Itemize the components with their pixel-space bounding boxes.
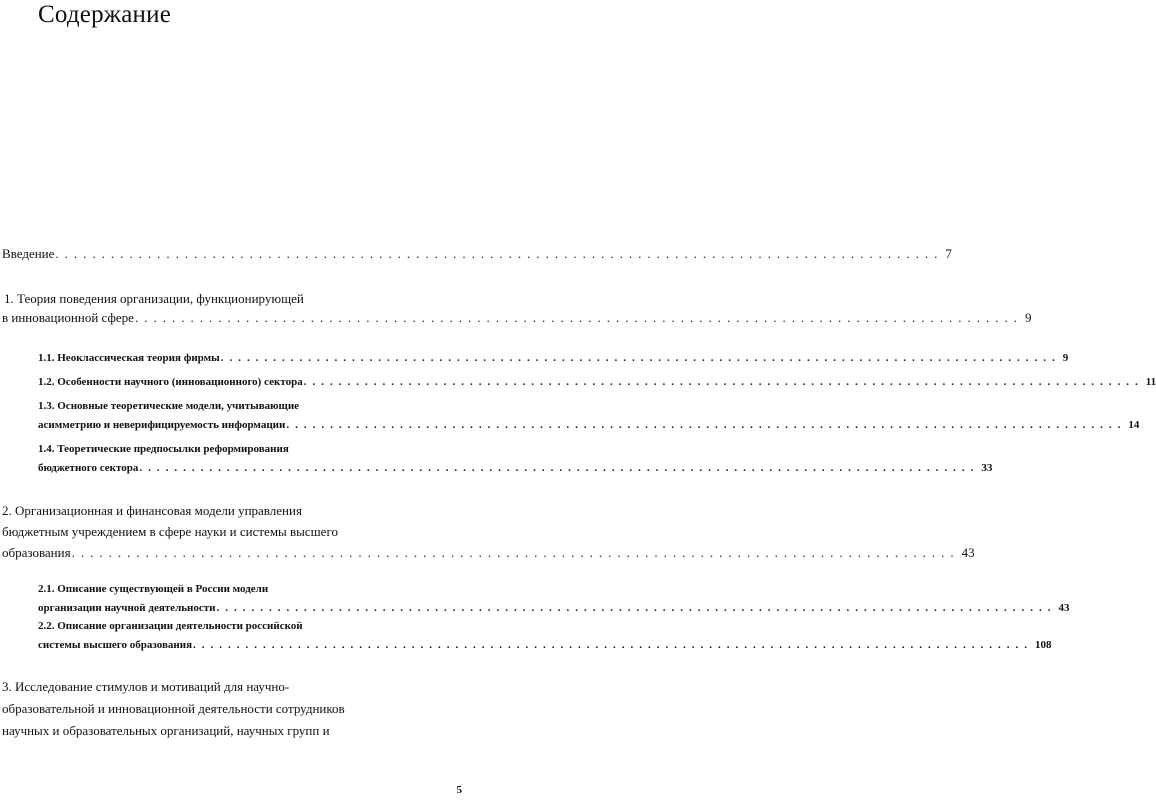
toc-entry-1-2 bbox=[38, 373, 1156, 392]
toc-entry-text: 1.2. Особенности научного (инновационного) сектора bbox=[38, 376, 303, 388]
toc-entry-page: 11 bbox=[1145, 376, 1156, 388]
toc-leader-dots: ................................................................................................ bbox=[286, 419, 1127, 431]
page-number: 5 bbox=[456, 784, 462, 796]
toc-entry-1-1 bbox=[38, 349, 1069, 368]
toc-entry-line: 2. Организационная и финансовая модели управления bbox=[2, 503, 302, 518]
toc-entry-section-1 bbox=[2, 289, 1032, 327]
toc-entry-last-line bbox=[38, 349, 1069, 368]
toc-entry-last-line bbox=[2, 542, 975, 563]
toc-entry-page: 9 bbox=[1024, 310, 1032, 325]
toc-entry-text: организации научной деятельности bbox=[38, 602, 216, 614]
toc-entry-text: бюджетного сектора bbox=[38, 462, 139, 474]
toc-entry-last-line bbox=[38, 599, 1070, 618]
toc-entry-2-1 bbox=[38, 580, 1070, 618]
toc-leader-dots: ................................................................................................ bbox=[220, 352, 1061, 364]
toc-entry-last-line bbox=[2, 244, 952, 263]
toc-leader-dots: ................................................................................................ bbox=[55, 246, 944, 261]
toc-entry-page: 108 bbox=[1035, 639, 1052, 651]
toc-entry-page: 9 bbox=[1062, 352, 1069, 364]
toc-leader-dots: ................................................................................................ bbox=[139, 462, 980, 474]
toc-leader-dots: ................................................................................................ bbox=[193, 639, 1034, 651]
toc-entry-line: 1.4. Теоретические предпосылки реформирования bbox=[38, 443, 289, 455]
toc-entry-1-4 bbox=[38, 440, 993, 478]
toc-entry-text: системы высшего образования bbox=[38, 639, 193, 651]
toc-entry-last-line bbox=[38, 416, 1140, 435]
toc-entry-text: асимметрию и неверифицируемость информации bbox=[38, 419, 286, 431]
toc-entry-last-line bbox=[38, 459, 993, 478]
toc-entry-section-2 bbox=[2, 500, 975, 563]
toc-entry-page: 33 bbox=[981, 462, 993, 474]
toc-entry-text: в инновационной сфере bbox=[2, 310, 134, 325]
toc-entry-page: 7 bbox=[945, 246, 952, 261]
toc-leader-dots: ................................................................................................ bbox=[71, 545, 960, 560]
toc-entry-line: 3. Исследование стимулов и мотиваций для научно- bbox=[2, 679, 290, 694]
toc-entry-line: научных и образовательных организаций, научных групп и bbox=[2, 723, 330, 738]
toc-entry-section-3 bbox=[2, 676, 462, 742]
page-title: Содержание bbox=[38, 1, 171, 28]
toc-entry-line: 1. Теория поведения организации, функционирующей bbox=[4, 291, 304, 306]
toc-entry-last-line bbox=[2, 308, 1032, 327]
toc-entry-introduction bbox=[2, 244, 952, 263]
toc-entry-line: бюджетным учреждением в сфере науки и системы высшего bbox=[2, 524, 338, 539]
toc-leader-dots: ................................................................................................ bbox=[216, 602, 1057, 614]
toc-entry-text: образования bbox=[2, 545, 71, 560]
toc-entry-page: 14 bbox=[1128, 419, 1140, 431]
toc-leader-dots: ................................................................................................ bbox=[134, 310, 1023, 325]
toc-entry-text: 1.1. Неоклассическая теория фирмы bbox=[38, 352, 220, 364]
toc-leader-dots: ................................................................................................ bbox=[303, 376, 1144, 388]
toc-entry-last-line bbox=[38, 636, 1052, 655]
toc-entry-line: образовательной и инновационной деятельности сотрудников bbox=[2, 701, 345, 716]
toc-entry-text: Введение bbox=[2, 246, 55, 261]
toc-entry-last-line bbox=[38, 373, 1156, 392]
toc-entry-line: 2.1. Описание существующей в России модели bbox=[38, 583, 269, 595]
toc-entry-page: 43 bbox=[1058, 602, 1070, 614]
toc-entry-line: 2.2. Описание организации деятельности российской bbox=[38, 620, 303, 632]
toc-entry-line: 1.3. Основные теоретические модели, учитывающие bbox=[38, 400, 300, 412]
toc-entry-1-3 bbox=[38, 397, 1140, 435]
toc-entry-2-2 bbox=[38, 617, 1052, 655]
toc-entry-page: 43 bbox=[961, 545, 975, 560]
